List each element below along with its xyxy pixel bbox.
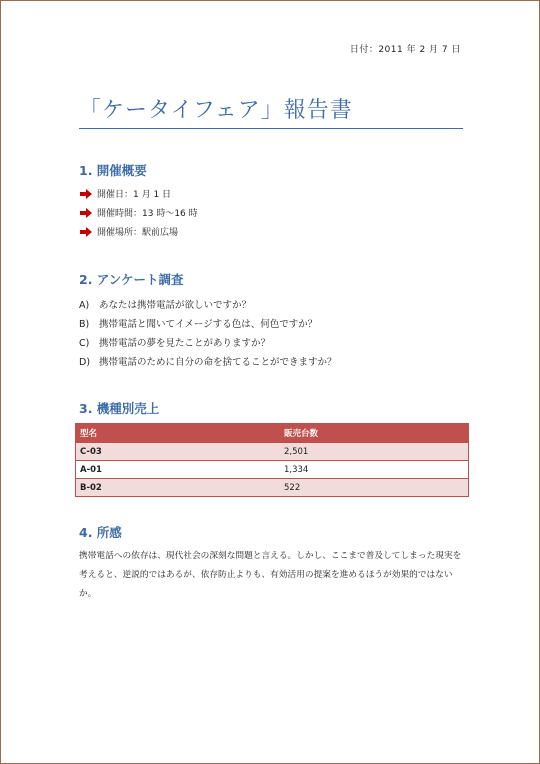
survey-question-label: A) [79,300,90,311]
table-cell-units: 1,334 [280,461,469,479]
arrow-right-icon [79,189,97,199]
survey-question [79,335,270,349]
section-heading-remarks: 4. 所感 [79,525,122,540]
column-header-units: 販売台数 [280,424,469,443]
table-cell-model: B-02 [76,479,281,497]
table-cell-units: 2,501 [280,443,469,461]
arrow-right-icon [79,227,97,237]
section-heading-sales: 3. 機種別売上 [79,401,160,416]
document-date: 日付：2011 年 2 月 7 日 [349,45,461,55]
table-row [76,479,469,497]
list-item-text: 開催日：1 月 1 日 [97,190,172,200]
list-item [79,206,198,219]
column-header-model: 型名 [76,424,281,443]
remarks-paragraph: 携帯電話への依存は、現代社会の深刻な問題と言える。しかし、ここまで普及してしまった現実を考えると、逆説的ではあるが、依存防止よりも、有効活用の提案を進めるほうが効果的ではないか。 [79,551,462,599]
sales-table [75,423,469,497]
survey-question [79,297,251,311]
survey-question-label: D) [79,357,91,368]
table-row [76,461,469,479]
survey-question-text: あなたは携帯電話が欲しいですか？ [99,300,252,311]
list-item [79,187,171,200]
table-cell-units: 522 [280,479,469,497]
table-row [76,443,469,461]
list-item-text: 開催時間：13 時～16 時 [97,209,198,219]
table-cell-model: C-03 [76,443,281,461]
survey-question-text: 携帯電話のために自分の命を捨てることができますか？ [99,357,337,368]
table-cell-model: A-01 [76,461,281,479]
section-heading-overview: 1. 開催概要 [79,163,147,178]
survey-question-label: B) [79,319,90,330]
survey-question-text: 携帯電話の夢を見たことがありますか？ [99,338,271,349]
table-header-row [76,424,469,443]
arrow-right-icon [79,208,97,218]
survey-question [79,354,337,368]
list-item [79,225,178,238]
survey-question-label: C) [79,338,90,349]
section-heading-survey: 2. アンケート調査 [79,272,184,287]
survey-question [79,316,317,330]
survey-question-text: 携帯電話と聞いてイメージする色は、何色ですか？ [99,319,318,330]
document-title: 「ケータイフェア」報告書 [79,93,463,129]
list-item-text: 開催場所：駅前広場 [97,228,179,238]
